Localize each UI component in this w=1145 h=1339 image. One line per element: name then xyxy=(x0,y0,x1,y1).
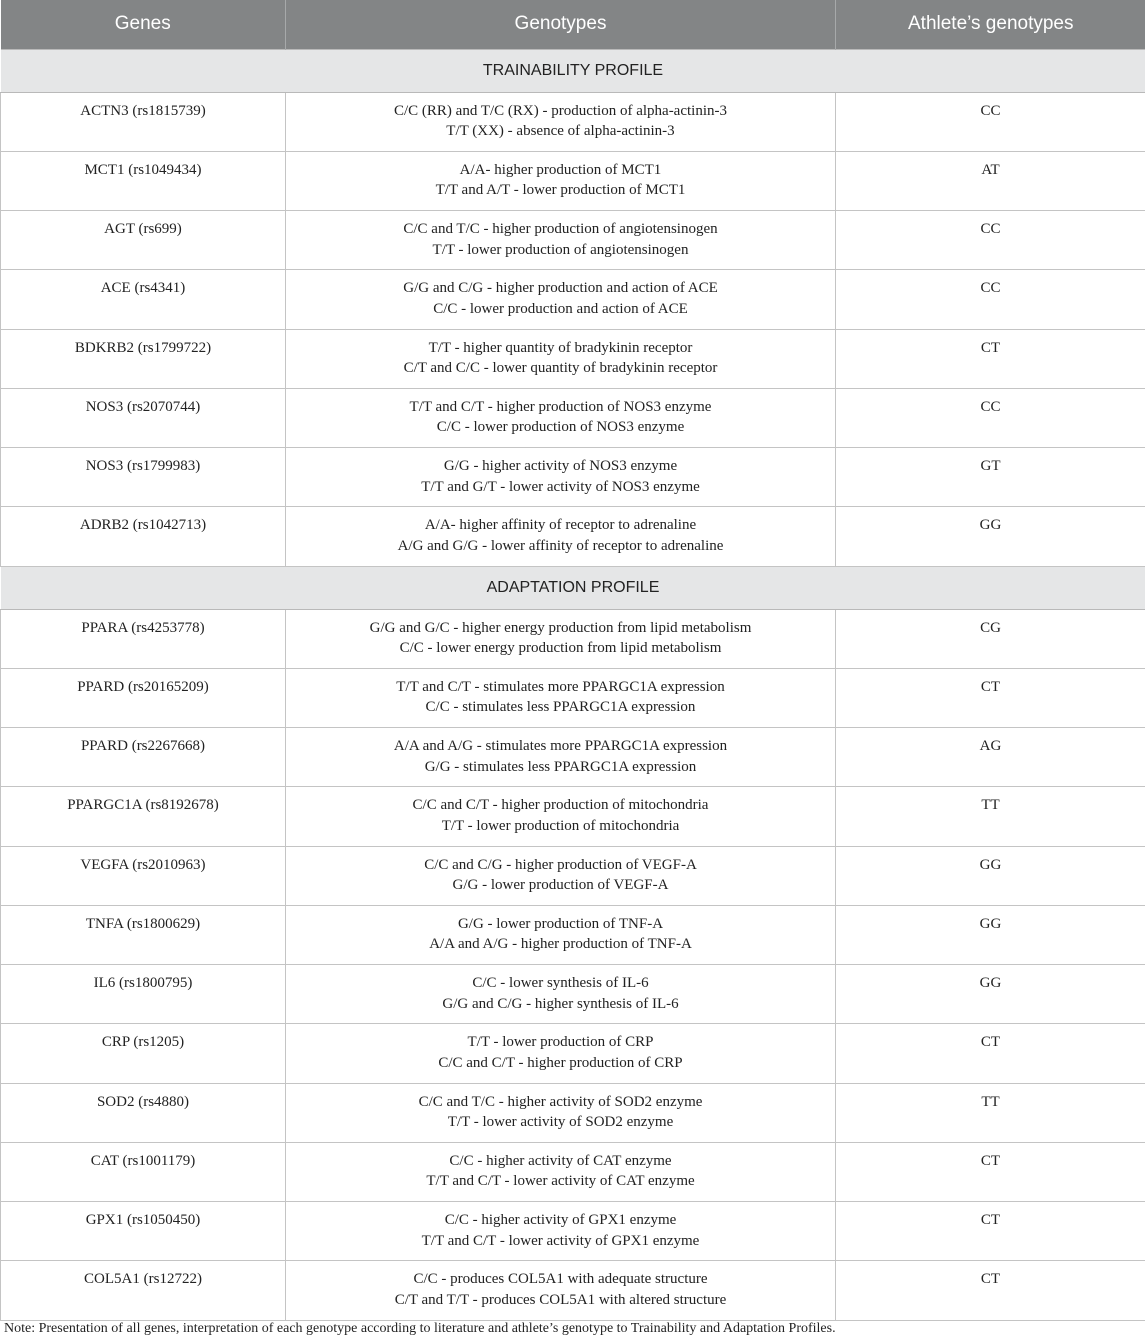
section-title: TRAINABILITY PROFILE xyxy=(1,49,1145,92)
gene-cell: ADRB2 (rs1042713) xyxy=(1,507,286,566)
genotype-cell xyxy=(286,1024,836,1083)
genotype-cell xyxy=(286,448,836,507)
genotype-line: T/T (XX) - absence of alpha-actinin-3 xyxy=(446,123,675,139)
genotype-line: A/A and A/G - stimulates more PPARGC1A expression xyxy=(393,738,728,754)
genotype-line: C/C - lower production of NOS3 enzyme xyxy=(436,419,685,436)
genotype-cell xyxy=(286,965,836,1024)
athlete-genotype-cell: CC xyxy=(836,211,1145,270)
genotype-cell xyxy=(286,388,836,447)
athlete-genotype-cell: CC xyxy=(836,92,1145,151)
gene-cell: VEGFA (rs2010963) xyxy=(1,846,286,905)
section-title: ADAPTATION PROFILE xyxy=(1,566,1145,609)
table-row xyxy=(1,507,1145,566)
genotype-line: T/T and C/T - lower activity of GPX1 enzyme xyxy=(421,1232,700,1249)
athlete-genotype-cell: TT xyxy=(836,1083,1145,1142)
athlete-genotype-cell: CT xyxy=(836,1202,1145,1261)
gene-cell: NOS3 (rs2070744) xyxy=(1,388,286,447)
athlete-genotype-cell: CG xyxy=(836,609,1145,668)
genotype-line: G/G and C/G - higher production and action of ACE xyxy=(403,280,718,297)
genotype-cell xyxy=(286,92,836,151)
genotype-line: C/C - lower energy production from lipid metabolism xyxy=(399,640,722,656)
genotype-line: A/A- higher production of MCT1 xyxy=(459,161,662,178)
athlete-genotype-cell: CC xyxy=(836,270,1145,329)
header-genes: Genes xyxy=(1,0,286,49)
gene-cell: TNFA (rs1800629) xyxy=(1,905,286,964)
gene-cell: MCT1 (rs1049434) xyxy=(1,151,286,210)
genotype-line: C/C and C/G - higher production of VEGF-A xyxy=(424,856,697,873)
table-row xyxy=(1,1261,1145,1320)
gene-cell: CAT (rs1001179) xyxy=(1,1142,286,1201)
table-row xyxy=(1,329,1145,388)
table-row xyxy=(1,92,1145,151)
table-row xyxy=(1,728,1145,787)
gene-cell: BDKRB2 (rs1799722) xyxy=(1,329,286,388)
gene-cell: PPARA (rs4253778) xyxy=(1,609,286,668)
genotype-cell xyxy=(286,905,836,964)
gene-cell: NOS3 (rs1799983) xyxy=(1,448,286,507)
genotype-cell xyxy=(286,270,836,329)
athlete-genotype-cell: CT xyxy=(836,1142,1145,1201)
athlete-genotype-cell: GG xyxy=(836,507,1145,566)
gene-cell: ACE (rs4341) xyxy=(1,270,286,329)
genotype-cell xyxy=(286,846,836,905)
genotype-line: T/T - lower production of angiotensinogen xyxy=(432,241,689,258)
genotype-cell xyxy=(286,151,836,210)
genotype-line: T/T and A/T - lower production of MCT1 xyxy=(435,182,686,199)
table-row xyxy=(1,151,1145,210)
athlete-genotype-cell: CT xyxy=(836,668,1145,727)
table-row xyxy=(1,211,1145,270)
genotype-line: A/A and A/G - higher production of TNF-A xyxy=(429,936,692,953)
genotype-line: C/T and T/T - produces COL5A1 with altered structure xyxy=(394,1291,727,1308)
table-note: Note: Presentation of all genes, interpretation of each genotype according to literature and athlete’s genotype to Trainability and Adaptation Profiles. xyxy=(4,1321,836,1336)
athlete-genotype-cell: GG xyxy=(836,846,1145,905)
gene-cell: IL6 (rs1800795) xyxy=(1,965,286,1024)
genotype-line: T/T - lower production of CRP xyxy=(467,1034,654,1051)
genotype-cell xyxy=(286,609,836,668)
genotype-cell xyxy=(286,1142,836,1201)
table-row xyxy=(1,270,1145,329)
table-row xyxy=(1,1083,1145,1142)
genotype-line: C/T and C/C - lower quantity of bradykinin receptor xyxy=(403,360,718,376)
table-row xyxy=(1,846,1145,905)
genotype-line: A/G and G/G - lower affinity of receptor to adrenaline xyxy=(397,537,724,554)
section-row xyxy=(1,49,1145,92)
table-row xyxy=(1,668,1145,727)
section-row xyxy=(1,566,1145,609)
genotype-line: C/C and T/C - higher activity of SOD2 enzyme xyxy=(418,1093,703,1110)
table-row xyxy=(1,1142,1145,1201)
genotype-line: G/G - lower production of TNF-A xyxy=(457,915,664,932)
gene-cell: PPARD (rs20165209) xyxy=(1,668,286,727)
genotype-line: G/G - higher activity of NOS3 enzyme xyxy=(443,458,678,474)
genotype-line: C/C - lower production and action of ACE xyxy=(433,300,688,317)
table-row xyxy=(1,448,1145,507)
athlete-genotype-cell: CT xyxy=(836,1261,1145,1320)
table-row xyxy=(1,905,1145,964)
athlete-genotype-cell: GT xyxy=(836,448,1145,507)
genotype-line: G/G and G/C - higher energy production from lipid metabolism xyxy=(369,619,752,636)
genotype-cell xyxy=(286,1202,836,1261)
genotype-line: C/C - stimulates less PPARGC1A expression xyxy=(425,699,696,716)
genotype-line: G/G - stimulates less PPARGC1A expression xyxy=(424,758,697,775)
table-row xyxy=(1,787,1145,846)
genotype-line: C/C and T/C - higher production of angiotensinogen xyxy=(403,221,718,237)
gene-cell: CRP (rs1205) xyxy=(1,1024,286,1083)
genotype-line: T/T and C/T - higher production of NOS3 enzyme xyxy=(409,398,712,415)
genotype-line: T/T - higher quantity of bradykinin receptor xyxy=(428,339,693,356)
genotype-line: C/C (RR) and T/C (RX) - production of alpha-actinin-3 xyxy=(394,102,727,119)
genotype-line: C/C - higher activity of GPX1 enzyme xyxy=(444,1212,677,1228)
genotype-cell xyxy=(286,211,836,270)
gene-cell: PPARD (rs2267668) xyxy=(1,728,286,787)
genotype-line: T/T and C/T - stimulates more PPARGC1A expression xyxy=(396,678,725,695)
athlete-genotype-cell: CC xyxy=(836,388,1145,447)
genotype-cell xyxy=(286,668,836,727)
athlete-genotype-cell: GG xyxy=(836,905,1145,964)
gene-cell: ACTN3 (rs1815739) xyxy=(1,92,286,151)
athlete-genotype-cell: CT xyxy=(836,329,1145,388)
genotype-cell xyxy=(286,507,836,566)
genotype-line: C/C and C/T - higher production of mitochondria xyxy=(412,797,709,814)
genotype-cell xyxy=(286,728,836,787)
table-body xyxy=(1,49,1145,1320)
genotype-line: T/T and C/T - lower activity of CAT enzyme xyxy=(426,1173,695,1190)
table-header xyxy=(1,0,1145,49)
genotype-line: T/T and G/T - lower activity of NOS3 enzyme xyxy=(421,478,700,495)
athlete-genotype-cell: GG xyxy=(836,965,1145,1024)
gene-cell: SOD2 (rs4880) xyxy=(1,1083,286,1142)
table-row xyxy=(1,1202,1145,1261)
genotype-cell xyxy=(286,1261,836,1320)
genotype-line: C/C and C/T - higher production of CRP xyxy=(438,1054,683,1071)
header-athlete-genotypes: Athlete’s genotypes xyxy=(836,0,1145,49)
table-row xyxy=(1,609,1145,668)
genotype-line: C/C - higher activity of CAT enzyme xyxy=(449,1152,672,1169)
gene-cell: COL5A1 (rs12722) xyxy=(1,1261,286,1320)
genotype-line: C/C - lower synthesis of IL-6 xyxy=(472,975,649,991)
gene-cell: PPARGC1A (rs8192678) xyxy=(1,787,286,846)
genotype-line: T/T - lower production of mitochondria xyxy=(441,817,680,834)
genotype-cell xyxy=(286,329,836,388)
genotype-line: T/T - lower activity of SOD2 enzyme xyxy=(447,1114,674,1130)
genotype-cell xyxy=(286,787,836,846)
table-row xyxy=(1,388,1145,447)
gene-cell: AGT (rs699) xyxy=(1,211,286,270)
athlete-genotype-cell: CT xyxy=(836,1024,1145,1083)
header-genotypes: Genotypes xyxy=(286,0,836,49)
genotype-line: A/A- higher affinity of receptor to adrenaline xyxy=(424,517,697,534)
athlete-genotype-cell: AG xyxy=(836,728,1145,787)
gene-cell: GPX1 (rs1050450) xyxy=(1,1202,286,1261)
table-row xyxy=(1,1024,1145,1083)
genotype-cell xyxy=(286,1083,836,1142)
athlete-genotype-cell: TT xyxy=(836,787,1145,846)
table-row xyxy=(1,965,1145,1024)
genotype-line: G/G - lower production of VEGF-A xyxy=(452,877,669,893)
athlete-genotype-cell: AT xyxy=(836,151,1145,210)
genotype-line: G/G and C/G - higher synthesis of IL-6 xyxy=(442,995,679,1012)
genotype-line: C/C - produces COL5A1 with adequate structure xyxy=(413,1271,708,1288)
